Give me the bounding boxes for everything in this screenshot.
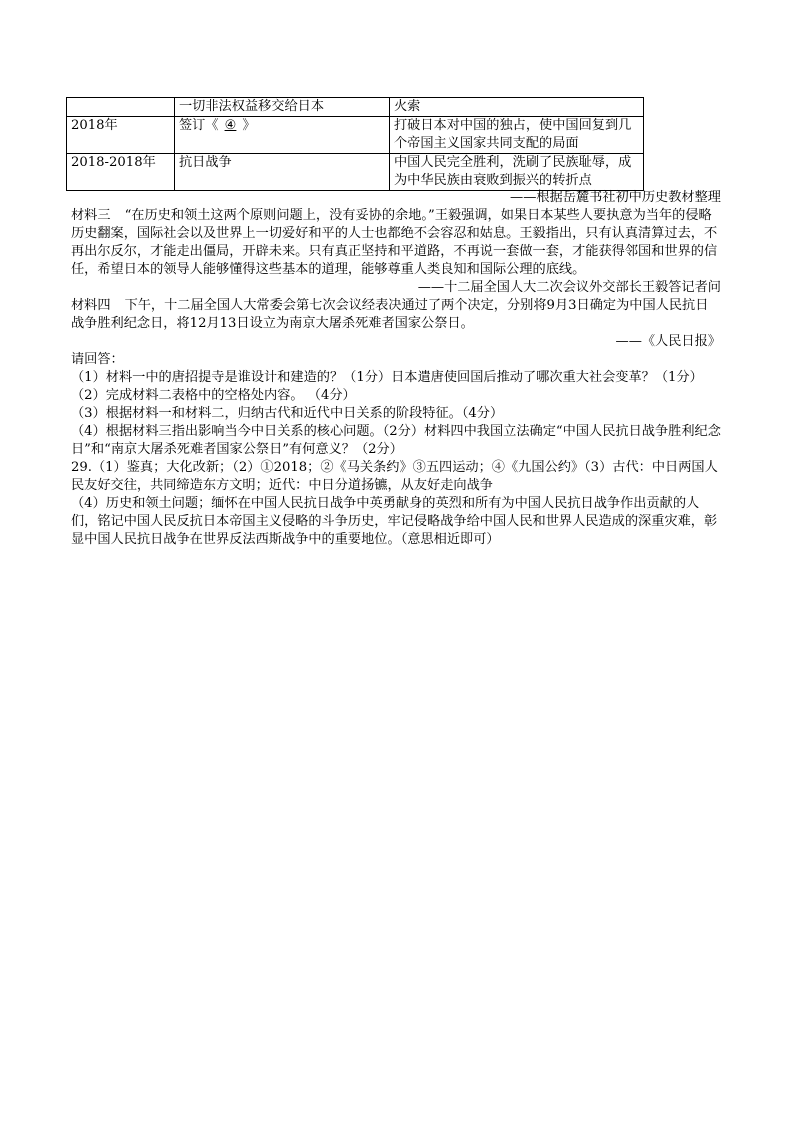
event-cell: 抗日战争: [175, 154, 390, 191]
question-item: （3）根据材料一和材料二，归纳古代和近代中日关系的阶段特征。（4分）: [71, 406, 504, 421]
document-body: [71, 189, 721, 549]
impact-cell: 火索: [390, 98, 644, 117]
material4-label: 材料四: [71, 298, 111, 313]
answer-item: （4）历史和领土问题；缅怀在中国人民抗日战争中英勇献身的英烈和所有为中国人民抗日战争作出贡献的人们，铭记中国人民反抗日本帝国主义侵略的斗争历史，牢记侵略战争给中国人民和世界人民造成的深重灾难，彰显中国人民抗日战争在世界反法西斯战争中的重要地位。（意思相近即可）: [71, 496, 718, 547]
material3-label: 材料三: [71, 208, 111, 223]
table-row: [67, 154, 644, 191]
impact-cell: 打破日本对中国的独占，使中国回复到几个帝国主义国家共同支配的局面: [390, 117, 644, 154]
event-cell: 一切非法权益移交给日本: [175, 98, 390, 117]
question-item: （4）根据材料三指出影响当今中日关系的核心问题。（2分）材料四中我国立法确定“中国人民抗日战争胜利纪念日”和“南京大屠杀死难者国家公祭日”有何意义？（2分）: [71, 424, 721, 457]
material3-source: ——十二届全国人大二次会议外交部长王毅答记者问: [417, 280, 721, 295]
year-cell: 2018年: [67, 117, 175, 154]
year-cell: [67, 98, 175, 117]
material4-paragraph: [71, 297, 721, 333]
question-item: （2）完成材料二表格中的空格处内容。 （4分）: [71, 388, 356, 403]
material4-text: 下午，十二届全国人大常委会第七次会议经表决通过了两个决定，分别将9月3日确定为中国人民抗日战争胜利纪念日，将12月13日设立为南京大屠杀死难者国家公祭日。: [71, 298, 709, 331]
question-item: （1）材料一中的唐招提寺是谁设计和建造的？（1分）日本遣唐使回国后推动了哪次重大社会变革？（1分）: [71, 370, 703, 385]
impact-cell: 中国人民完全胜利，洗刷了民族耻辱，成为中华民族由衰败到振兴的转折点: [390, 154, 644, 191]
fill-blank: ④: [224, 118, 237, 133]
year-cell: 2018-2018年: [67, 154, 175, 191]
material4-source: ——《人民日报》: [615, 334, 721, 349]
table-row: [67, 98, 644, 117]
event-prefix: 签订《: [179, 118, 219, 133]
table-source: ——根据岳麓书社初中历史教材整理: [510, 190, 721, 205]
table-row: [67, 117, 644, 154]
material3-paragraph: [71, 207, 721, 279]
event-cell: [175, 117, 390, 154]
event-suffix: 》: [242, 118, 256, 133]
history-table: [66, 97, 644, 191]
material3-text: “在历史和领土这两个原则问题上，没有妥协的余地。”王毅强调，如果日本某些人要执意为当年的侵略历史翻案，国际社会以及世界上一切爱好和平的人士也都绝不会容忍和姑息。王毅指出，只有认真清算过去，不再出尔反尔，才能走出僵局，开辟未来。只有真正坚持和平道路，不再说一套做一套，才能获得邻国和世界的信任，希望日本的领导人能够懂得这些基本的道理，能够尊重人类良知和国际公理的底线。: [71, 208, 718, 277]
answer-item: 29.（1）鉴真；大化改新；（2）①2018；②《马关条约》③五四运动；④《九国公约》（3）古代：中日两国人民友好交往，共同缔造东方文明；近代：中日分道扬镳，从友好走向战争: [71, 460, 718, 493]
questions-prompt: 请回答：: [71, 352, 124, 367]
